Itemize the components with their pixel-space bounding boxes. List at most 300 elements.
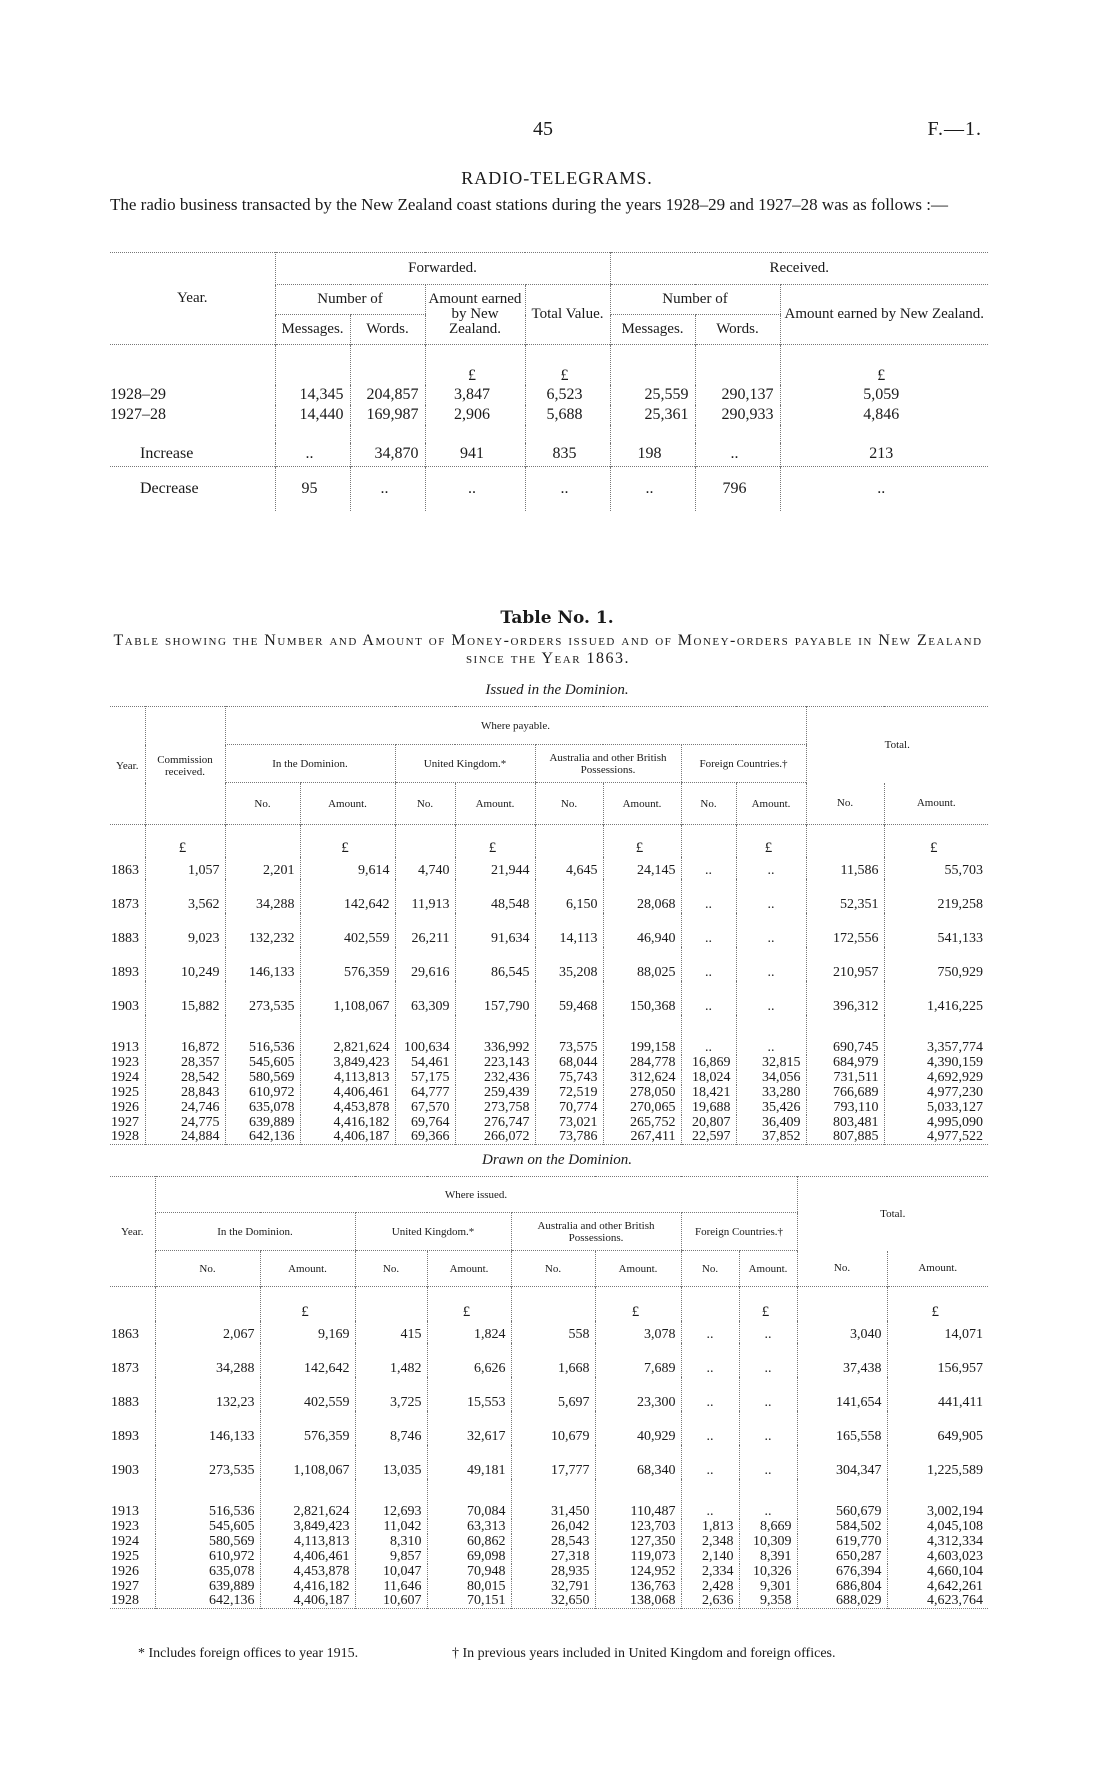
year-cell: 1883 [111, 930, 139, 946]
year-cell: 1873 [111, 1360, 139, 1376]
cell: .. [275, 443, 350, 467]
drawn-h-where-issued: Where issued. [155, 1177, 797, 1213]
page-number: 45 [533, 118, 553, 140]
col-amount: Amount. [739, 1251, 797, 1287]
cell: 4,416,182 [260, 1579, 355, 1594]
currency-mark: £ [884, 825, 988, 857]
table-row [110, 857, 988, 879]
cell: 142,642 [300, 879, 395, 913]
year-cell: 1927 [111, 1578, 139, 1594]
cell: .. [739, 1377, 797, 1411]
col-amount: Amount. [736, 783, 806, 825]
cell: .. [610, 467, 695, 511]
table-row [110, 1594, 988, 1609]
cell: 15,882 [145, 981, 225, 1015]
table-row [110, 879, 988, 913]
currency-mark: £ [525, 345, 610, 385]
cell: 232,436 [455, 1070, 535, 1085]
issued-h-dominion: In the Dominion. [225, 745, 395, 783]
cell: 2,821,624 [260, 1479, 355, 1519]
cell: 766,689 [806, 1085, 884, 1100]
cell: 2,201 [225, 857, 300, 879]
cell: 5,688 [525, 405, 610, 425]
cell: 11,913 [395, 879, 455, 913]
radio-intro: The radio business transacted by the New Zealand coast stations during the years 1928–29 and 1927–28 was as follows :— [110, 195, 949, 214]
cell: 27,318 [511, 1549, 595, 1564]
cell: 3,357,774 [884, 1015, 988, 1055]
cell: 273,758 [455, 1100, 535, 1115]
radio-h-number-of-rcv: Number of [610, 285, 780, 315]
cell: 284,778 [603, 1055, 681, 1070]
currency-mark: £ [887, 1287, 988, 1321]
cell: 14,440 [275, 405, 350, 425]
cell: 2,067 [155, 1321, 260, 1343]
cell: 4,977,230 [884, 1085, 988, 1100]
cell: 5,033,127 [884, 1100, 988, 1115]
table-title: Table showing the Number and Amount of Money-orders issued and of Money-orders payable in New Zealand since the Year 1863. [113, 632, 983, 667]
increase-label: Increase [140, 445, 194, 463]
cell: 20,807 [681, 1115, 736, 1130]
cell: 204,857 [350, 385, 425, 405]
year-cell: 1863 [111, 1326, 139, 1342]
cell: 441,411 [887, 1377, 988, 1411]
issued-h-year: Year. [116, 759, 139, 772]
cell: 690,745 [806, 1015, 884, 1055]
table-row [110, 1534, 988, 1549]
cell: 545,605 [225, 1055, 300, 1070]
cell: 72,519 [535, 1085, 603, 1100]
cell: .. [681, 1411, 739, 1445]
cell: .. [736, 1015, 806, 1055]
cell: .. [681, 1343, 739, 1377]
year-cell: 1873 [111, 896, 139, 912]
cell: 17,777 [511, 1445, 595, 1479]
cell: 4,995,090 [884, 1115, 988, 1130]
cell: 11,042 [355, 1519, 427, 1534]
cell: .. [736, 857, 806, 879]
cell: 24,746 [145, 1100, 225, 1115]
issued-h-commission: Commission received. [145, 707, 225, 825]
cell: 29,616 [395, 947, 455, 981]
cell: 10,326 [739, 1564, 797, 1579]
year-cell: 1928 [111, 1593, 139, 1608]
cell: 3,078 [595, 1321, 681, 1343]
cell: .. [681, 1377, 739, 1411]
table-row [110, 1070, 988, 1085]
cell: 35,208 [535, 947, 603, 981]
drawn-caption: Drawn on the Dominion. [482, 1152, 632, 1168]
cell: 639,889 [225, 1115, 300, 1130]
drawn-table [110, 1176, 988, 1609]
table-row [110, 443, 988, 467]
cell: 33,280 [736, 1085, 806, 1100]
cell: .. [739, 1479, 797, 1519]
cell: 688,029 [797, 1594, 887, 1609]
table-row [110, 1055, 988, 1070]
year-cell: 1883 [111, 1394, 139, 1410]
table-row [110, 947, 988, 981]
drawn-h-aus: Australia and other British Possessions. [511, 1213, 681, 1251]
year-cell: 1926 [111, 1563, 139, 1579]
cell: 649,905 [887, 1411, 988, 1445]
col-no: No. [806, 783, 884, 825]
cell: .. [681, 981, 736, 1015]
cell: .. [681, 1015, 736, 1055]
cell: 34,288 [225, 879, 300, 913]
table-row [110, 1015, 988, 1055]
table-row [110, 1579, 988, 1594]
col-no: No. [681, 783, 736, 825]
cell: 560,679 [797, 1479, 887, 1519]
col-no: No. [355, 1251, 427, 1287]
cell: 396,312 [806, 981, 884, 1015]
cell: 88,025 [603, 947, 681, 981]
cell: 26,042 [511, 1519, 595, 1534]
table-row [110, 385, 988, 405]
cell: 541,133 [884, 913, 988, 947]
cell: 516,536 [155, 1479, 260, 1519]
drawn-h-total: Total. [797, 1177, 988, 1251]
cell: 16,872 [145, 1015, 225, 1055]
cell: 5,059 [780, 385, 988, 405]
cell: 336,992 [455, 1015, 535, 1055]
cell: 312,624 [603, 1070, 681, 1085]
issued-h-where-payable: Where payable. [225, 707, 806, 745]
year-cell: 1928–29 [110, 385, 166, 403]
cell: 36,409 [736, 1115, 806, 1130]
cell: 516,536 [225, 1015, 300, 1055]
cell: 136,763 [595, 1579, 681, 1594]
cell: 35,426 [736, 1100, 806, 1115]
cell: .. [739, 1445, 797, 1479]
cell: 6,626 [427, 1343, 511, 1377]
cell: 1,108,067 [300, 981, 395, 1015]
year-cell: 1903 [111, 998, 139, 1014]
cell: 3,562 [145, 879, 225, 913]
cell: 276,747 [455, 1115, 535, 1130]
cell: 32,617 [427, 1411, 511, 1445]
cell: 7,689 [595, 1343, 681, 1377]
issued-table [110, 706, 988, 1145]
cell: 1,824 [427, 1321, 511, 1343]
col-amount: Amount. [300, 783, 395, 825]
cell: 4,416,182 [300, 1115, 395, 1130]
cell: 4,642,261 [887, 1579, 988, 1594]
cell: 1,668 [511, 1343, 595, 1377]
year-cell: 1925 [111, 1548, 139, 1564]
cell: 132,23 [155, 1377, 260, 1411]
year-cell: 1926 [111, 1099, 139, 1115]
issued-h-foreign: Foreign Countries.† [681, 745, 806, 783]
cell: 4,406,187 [260, 1594, 355, 1609]
cell: .. [681, 879, 736, 913]
cell: 34,288 [155, 1343, 260, 1377]
cell: 4,453,878 [260, 1564, 355, 1579]
cell: 12,693 [355, 1479, 427, 1519]
radio-h-words-fwd: Words. [350, 315, 425, 345]
cell: 28,935 [511, 1564, 595, 1579]
cell: 70,774 [535, 1100, 603, 1115]
cell: 142,642 [260, 1343, 355, 1377]
cell: 803,481 [806, 1115, 884, 1130]
cell: 199,158 [603, 1015, 681, 1055]
cell: 4,406,187 [300, 1130, 395, 1145]
table-row [110, 1411, 988, 1445]
cell: 91,634 [455, 913, 535, 947]
cell: 11,586 [806, 857, 884, 879]
cell: 402,559 [300, 913, 395, 947]
cell: 172,556 [806, 913, 884, 947]
cell: .. [695, 443, 780, 467]
cell: 10,249 [145, 947, 225, 981]
cell: 4,603,023 [887, 1549, 988, 1564]
cell: 14,345 [275, 385, 350, 405]
cell: .. [350, 467, 425, 511]
cell: 32,650 [511, 1594, 595, 1609]
cell: 576,359 [260, 1411, 355, 1445]
cell: 63,313 [427, 1519, 511, 1534]
cell: 31,450 [511, 1479, 595, 1519]
table-row [110, 1549, 988, 1564]
currency-mark: £ [145, 825, 225, 857]
cell: 213 [780, 443, 988, 467]
cell: 584,502 [797, 1519, 887, 1534]
cell: 132,232 [225, 913, 300, 947]
radio-h-forwarded: Forwarded. [275, 253, 610, 285]
cell: 8,310 [355, 1534, 427, 1549]
table-row [110, 1130, 988, 1145]
cell: 146,133 [225, 947, 300, 981]
cell: 22,597 [681, 1130, 736, 1145]
cell: 32,791 [511, 1579, 595, 1594]
cell: 4,977,522 [884, 1130, 988, 1145]
radio-h-amount-rcv: Amount earned by New Zealand. [780, 285, 988, 345]
cell: 69,764 [395, 1115, 455, 1130]
cell: .. [681, 1321, 739, 1343]
cell: 558 [511, 1321, 595, 1343]
year-cell: 1923 [111, 1518, 139, 1534]
cell: 3,847 [425, 385, 525, 405]
cell: 13,035 [355, 1445, 427, 1479]
cell: 16,869 [681, 1055, 736, 1070]
cell: 14,113 [535, 913, 603, 947]
year-cell: 1923 [111, 1054, 139, 1070]
cell: 2,428 [681, 1579, 739, 1594]
cell: 46,940 [603, 913, 681, 947]
cell: 57,175 [395, 1070, 455, 1085]
cell: 273,535 [155, 1445, 260, 1479]
cell: 80,015 [427, 1579, 511, 1594]
cell: 70,151 [427, 1594, 511, 1609]
cell: 835 [525, 443, 610, 467]
cell: 9,301 [739, 1579, 797, 1594]
currency-mark: £ [300, 825, 395, 857]
cell: 26,211 [395, 913, 455, 947]
cell: 157,790 [455, 981, 535, 1015]
cell: 124,952 [595, 1564, 681, 1579]
drawn-h-year: Year. [121, 1225, 144, 1238]
cell: 15,553 [427, 1377, 511, 1411]
radio-h-number-of-fwd: Number of [275, 285, 425, 315]
col-no: No. [225, 783, 300, 825]
radio-table [110, 252, 988, 511]
cell: 576,359 [300, 947, 395, 981]
col-amount: Amount. [427, 1251, 511, 1287]
cell: 1,057 [145, 857, 225, 879]
cell: 8,391 [739, 1549, 797, 1564]
year-cell: 1928 [111, 1129, 139, 1144]
cell: 610,972 [225, 1085, 300, 1100]
cell: 259,439 [455, 1085, 535, 1100]
cell: 4,623,764 [887, 1594, 988, 1609]
cell: 2,334 [681, 1564, 739, 1579]
cell: 69,098 [427, 1549, 511, 1564]
cell: 6,523 [525, 385, 610, 405]
cell: 86,545 [455, 947, 535, 981]
cell: 4,113,813 [260, 1534, 355, 1549]
drawn-table-body [110, 1321, 988, 1609]
cell: 169,987 [350, 405, 425, 425]
cell: 402,559 [260, 1377, 355, 1411]
cell: 40,929 [595, 1411, 681, 1445]
cell: 69,366 [395, 1130, 455, 1145]
cell: 198 [610, 443, 695, 467]
cell: 793,110 [806, 1100, 884, 1115]
cell: .. [739, 1411, 797, 1445]
col-no: No. [395, 783, 455, 825]
cell: 2,636 [681, 1594, 739, 1609]
cell: 4,390,159 [884, 1055, 988, 1070]
footnote-dagger: † In previous years included in United Kingdom and foreign offices. [452, 1646, 836, 1661]
cell: 750,929 [884, 947, 988, 981]
cell: 100,634 [395, 1015, 455, 1055]
currency-mark: £ [603, 825, 681, 857]
table-row [110, 913, 988, 947]
cell: 70,084 [427, 1479, 511, 1519]
radio-h-total-value: Total Value. [525, 285, 610, 345]
cell: 9,857 [355, 1549, 427, 1564]
cell: 2,821,624 [300, 1015, 395, 1055]
cell: 676,394 [797, 1564, 887, 1579]
cell: 8,746 [355, 1411, 427, 1445]
cell: .. [425, 467, 525, 511]
cell: 266,072 [455, 1130, 535, 1145]
cell: 24,884 [145, 1130, 225, 1145]
cell: .. [525, 467, 610, 511]
cell: 8,669 [739, 1519, 797, 1534]
cell: 25,361 [610, 405, 695, 425]
cell: 304,347 [797, 1445, 887, 1479]
radio-h-words-rcv: Words. [695, 315, 780, 345]
cell: 941 [425, 443, 525, 467]
cell: 3,002,194 [887, 1479, 988, 1519]
cell: 290,137 [695, 385, 780, 405]
cell: 146,133 [155, 1411, 260, 1445]
cell: 28,357 [145, 1055, 225, 1070]
col-amount: Amount. [887, 1251, 988, 1287]
table-row [110, 1445, 988, 1479]
cell: .. [780, 467, 988, 511]
table-row [110, 1085, 988, 1100]
cell: 70,948 [427, 1564, 511, 1579]
table-row [110, 467, 988, 511]
cell: 4,846 [780, 405, 988, 425]
cell: 4,406,461 [260, 1549, 355, 1564]
col-no: No. [797, 1251, 887, 1287]
cell: 21,944 [455, 857, 535, 879]
col-no: No. [155, 1251, 260, 1287]
cell: 10,607 [355, 1594, 427, 1609]
cell: 731,511 [806, 1070, 884, 1085]
cell: 73,021 [535, 1115, 603, 1130]
cell: 4,453,878 [300, 1100, 395, 1115]
cell: 4,113,813 [300, 1070, 395, 1085]
cell: 32,815 [736, 1055, 806, 1070]
cell: 1,482 [355, 1343, 427, 1377]
currency-mark: £ [260, 1287, 355, 1321]
cell: 34,056 [736, 1070, 806, 1085]
cell: .. [681, 1445, 739, 1479]
cell: .. [739, 1321, 797, 1343]
cell: 123,703 [595, 1519, 681, 1534]
issued-h-total: Total. [806, 707, 988, 783]
drawn-h-dominion: In the Dominion. [155, 1213, 355, 1251]
cell: 119,073 [595, 1549, 681, 1564]
cell: 138,068 [595, 1594, 681, 1609]
cell: 9,358 [739, 1594, 797, 1609]
cell: 24,145 [603, 857, 681, 879]
cell: 684,979 [806, 1055, 884, 1070]
year-cell: 1893 [111, 964, 139, 980]
year-cell: 1903 [111, 1462, 139, 1478]
col-no: No. [511, 1251, 595, 1287]
cell: 150,368 [603, 981, 681, 1015]
cell: 10,309 [739, 1534, 797, 1549]
cell: 37,852 [736, 1130, 806, 1145]
cell: 141,654 [797, 1377, 887, 1411]
cell: .. [736, 947, 806, 981]
year-cell: 1893 [111, 1428, 139, 1444]
cell: 223,143 [455, 1055, 535, 1070]
cell: 686,804 [797, 1579, 887, 1594]
year-cell: 1913 [111, 1039, 139, 1055]
cell: 545,605 [155, 1519, 260, 1534]
col-amount: Amount. [595, 1251, 681, 1287]
table-row [110, 1519, 988, 1534]
table-row [110, 1343, 988, 1377]
radio-h-received: Received. [610, 253, 988, 285]
cell: 73,575 [535, 1015, 603, 1055]
radio-h-messages-fwd: Messages. [275, 315, 350, 345]
cell: .. [736, 981, 806, 1015]
cell: 1,813 [681, 1519, 739, 1534]
cell: 23,300 [595, 1377, 681, 1411]
currency-mark: £ [425, 345, 525, 385]
currency-mark: £ [736, 825, 806, 857]
cell: 165,558 [797, 1411, 887, 1445]
cell: 273,535 [225, 981, 300, 1015]
cell: 3,040 [797, 1321, 887, 1343]
table-row [110, 1377, 988, 1411]
cell: 415 [355, 1321, 427, 1343]
cell: 580,569 [225, 1070, 300, 1085]
cell: 639,889 [155, 1579, 260, 1594]
cell: 290,933 [695, 405, 780, 425]
cell: 2,140 [681, 1549, 739, 1564]
cell: 18,024 [681, 1070, 736, 1085]
cell: 68,044 [535, 1055, 603, 1070]
cell: 635,078 [155, 1564, 260, 1579]
